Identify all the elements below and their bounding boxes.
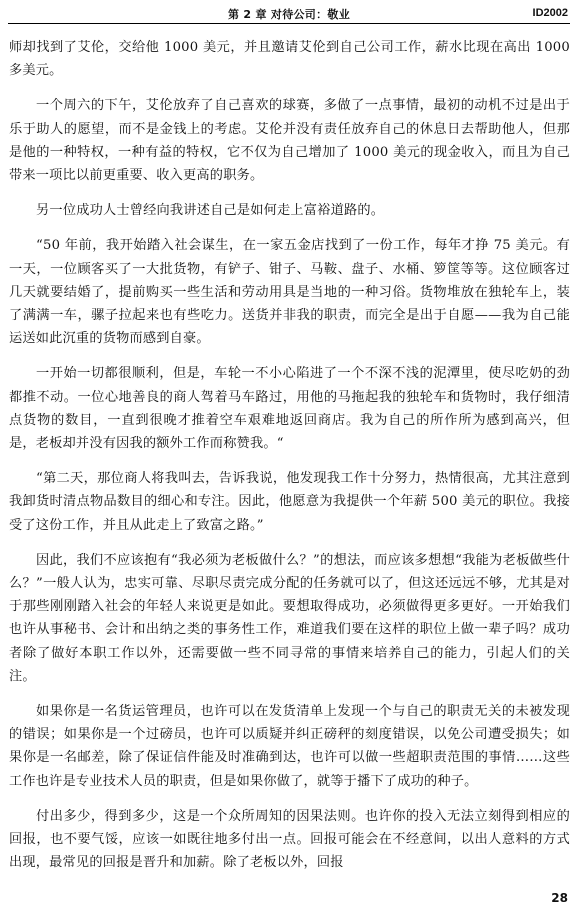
paragraph-6: “第二天，那位商人将我叫去，告诉我说，他发现我工作十分努力，热情很高，尤其注意到我卸货时清点物品数目的细心和专注。因此，他愿意为我提供一个年薪 500 美元的职位。我接受了这份工作，并且从此走上了致富之路。” xyxy=(9,471,570,533)
page-number: 28 xyxy=(551,891,568,905)
paragraph-2: 一个周六的下午，艾伦放弃了自己喜欢的球赛，多做了一点事情，最初的动机不过是出于乐于助人的愿望，而不是金钱上的考虑。艾伦并没有责任放弃自己的休息日去帮助他人，但那是他的一种特权，一种有益的特权，它不仅为自己增加了 1000 美元的现金收入，而且为自己带来一项比以前更重要、收入更高的职务。 xyxy=(9,98,570,184)
paragraph-4: “50 年前，我开始踏入社会谋生，在一家五金店找到了一份工作，每年才挣 75 美元。有一天，一位顾客买了一大批货物，有铲子、钳子、马鞍、盘子、水桶、箩筐等等。这位顾客过几天就要结婚了，提前购买一些生活和劳动用具是当地的一种习俗。货物堆放在独轮车上，装了满满一车，骡子拉起来也有些吃力。送货并非我的职责，而完全是出于自愿——我为自己能运送如此沉重的货物而感到自豪。 xyxy=(9,238,570,347)
body-text xyxy=(9,36,570,887)
paragraph-5: 一开始一切都很顺利，但是，车轮一不小心陷进了一个不深不浅的泥潭里，使尽吃奶的劲都推不动。一位心地善良的商人驾着马车路过，用他的马拖起我的独轮车和货物时，我仔细清点货物的数目，一直到很晚才推着空车艰难地返回商店。我为自己的所作所为感到高兴，但是，老板却并没有因我的额外工作而称赞我。“ xyxy=(9,366,570,452)
paragraph-1: 师却找到了艾伦，交给他 1000 美元，并且邀请艾伦到自己公司工作，薪水比现在高出 1000 多美元。 xyxy=(9,40,570,79)
book-code: ID2002 xyxy=(532,7,568,19)
chapter-title: 第 2 章 对待公司：敬业 xyxy=(227,7,351,21)
paragraph-7: 因此，我们不应该抱有“我必须为老板做什么？”的想法，而应该多想想“我能为老板做些什么？”一般人认为，忠实可靠、尽职尽责完成分配的任务就可以了，但这还远远不够，尤其是对于那些刚刚踏入社会的年轻人来说更是如此。要想取得成功，必须做得更多更好。一开始我们也许从事秘书、会计和出纳之类的事务性工作，难道我们要在这样的职位上做一辈子吗？成功者除了做好本职工作以外，还需要做一些不同寻常的事情来培养自己的能力，引起人们的关注。 xyxy=(9,552,570,684)
paragraph-9: 付出多少，得到多少，这是一个众所周知的因果法则。也许你的投入无法立刻得到相应的回报，也不要气馁，应该一如既往地多付出一点。回报可能会在不经意间，以出人意料的方式出现，最常见的回报是晋升和加薪。除了老板以外，回报 xyxy=(9,808,570,871)
paragraph-3: 另一位成功人士曾经向我讲述自己是如何走上富裕道路的。 xyxy=(36,203,385,219)
running-header xyxy=(8,4,570,24)
paragraph-8: 如果你是一名货运管理员，也许可以在发货清单上发现一个与自己的职责无关的未被发现的错误；如果你是一个过磅员，也许可以质疑并纠正磅秤的刻度错误，以免公司遭受损失；如果你是一名邮差，除了保证信件能及时准确到达，也许可以做一些超职责范围的事情……这些工作也许是专业技术人员的职责，但是如果你做了，就等于播下了成功的种子。 xyxy=(9,704,570,789)
